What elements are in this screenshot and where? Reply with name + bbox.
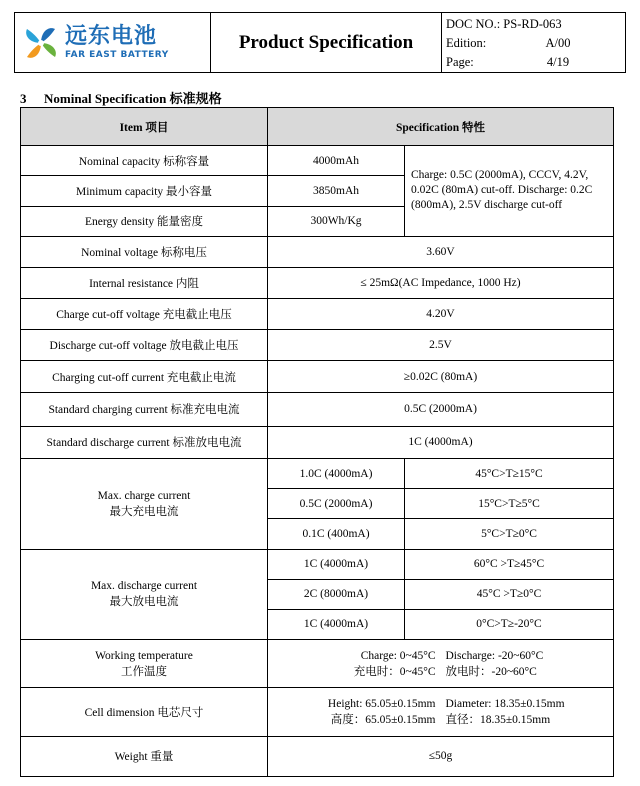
row-label-standard-discharge-current: Standard discharge current 标准放电电流 [21,426,268,458]
max-charge-current-label-cn: 最大充电电流 [109,505,179,518]
discharge-temp-en: Discharge: -20~60°C [445,649,544,662]
section-title: Nominal Specification 标准规格 [44,91,222,106]
max-charge-temp-range: 5°C>T≥0°C [405,519,614,549]
max-charge-current-value: 1.0C (4000mA) [268,458,405,488]
table-row [21,330,614,361]
value-minimum-capacity: 3850mAh [268,176,405,206]
row-label-energy-density: Energy density 能量密度 [21,206,268,236]
section-heading [20,88,222,107]
logo-english-name: FAR EAST BATTERY [65,49,169,60]
company-logo [21,23,169,63]
max-charge-temp-range: 45°C>T≥15°C [405,458,614,488]
value-internal-resistance: ≤ 25mΩ(AC Impedance, 1000 Hz) [268,267,614,298]
height-en: Height: 65.05±0.15mm [327,697,436,710]
row-label-max-charge-current [21,458,268,549]
row-label-nominal-capacity: Nominal capacity 标称容量 [21,146,268,176]
row-label-standard-charging-current: Standard charging current 标准充电电流 [21,392,268,426]
working-temperature-label-en: Working temperature [95,649,193,662]
row-label-internal-resistance: Internal resistance 内阻 [21,267,268,298]
document-title: Product Specification [211,13,442,72]
discharge-temp-cn: 放电时：-20~60°C [445,665,537,678]
max-discharge-temp-range: 45°C >T≥0°C [405,579,614,609]
row-label-nominal-voltage: Nominal voltage 标称电压 [21,236,268,267]
value-standard-discharge-current: 1C (4000mA) [268,426,614,458]
working-temperature-label-cn: 工作温度 [121,665,167,678]
value-weight: ≤50g [268,736,614,776]
row-label-minimum-capacity: Minimum capacity 最小容量 [21,176,268,206]
doc-no-label: DOC NO.: [446,17,501,31]
value-charging-cutoff-current: ≥0.02C (80mA) [268,361,614,392]
max-discharge-current-value: 1C (4000mA) [268,549,405,579]
row-label-charging-cutoff-current: Charging cut-off current 充电截止电流 [21,361,268,392]
diameter-en: Diameter: 18.35±0.15mm [445,697,565,710]
value-nominal-capacity: 4000mAh [268,146,405,176]
document-meta [442,13,625,72]
value-energy-density: 300Wh/Kg [268,206,405,236]
doc-no-value: PS-RD-063 [503,17,562,31]
value-standard-charging-current: 0.5C (2000mA) [268,392,614,426]
max-charge-current-value: 0.5C (2000mA) [268,489,405,519]
table-header-row [21,108,614,146]
row-label-max-discharge-current [21,549,268,640]
value-charge-cutoff-voltage: 4.20V [268,299,614,330]
table-row [21,146,614,176]
value-nominal-voltage: 3.60V [268,236,614,267]
max-discharge-temp-range: 60°C >T≥45°C [405,549,614,579]
column-header-item: Item 项目 [21,108,268,146]
table-row [21,458,614,488]
edition-label: Edition: [446,36,487,50]
logo-chinese-name: 远东电池 [65,23,158,49]
company-logo-cell [15,13,211,72]
document-header [14,12,626,73]
max-discharge-current-label-cn: 最大放电电流 [109,596,179,609]
max-charge-current-value: 0.1C (400mA) [268,519,405,549]
row-label-working-temperature [21,640,268,688]
nominal-spec-table [20,107,614,777]
row-label-charge-cutoff-voltage: Charge cut-off voltage 充电截止电压 [21,299,268,330]
page-number: 4/19 [546,55,570,69]
table-row [21,426,614,458]
section-number: 3 [20,91,27,106]
charge-temp-cn: 充电时：0~45°C [353,665,436,678]
table-row [21,640,614,688]
table-row [21,736,614,776]
table-row [21,236,614,267]
table-row [21,688,614,736]
row-label-weight: Weight 重量 [21,736,268,776]
diameter-cn: 直径：18.35±0.15mm [445,713,551,726]
table-row [21,549,614,579]
table-row [21,299,614,330]
capacity-test-conditions-note: Charge: 0.5C (2000mA), CCCV, 4.2V, 0.02C (80mA) cut-off. Discharge: 0.2C (800mA), 2.5V discharge cut-off [405,146,614,237]
page-label: Page: [446,55,474,69]
row-label-cell-dimension: Cell dimension 电芯尺寸 [21,688,268,736]
max-discharge-current-label-en: Max. discharge current [90,580,198,593]
max-discharge-current-value: 1C (4000mA) [268,609,405,639]
row-label-discharge-cutoff-voltage: Discharge cut-off voltage 放电截止电压 [21,330,268,361]
value-working-temperature [268,640,614,688]
max-discharge-current-value: 2C (8000mA) [268,579,405,609]
charge-temp-en: Charge: 0~45°C [360,649,436,662]
edition-value: A/00 [545,36,571,50]
table-row [21,392,614,426]
value-cell-dimension [268,688,614,736]
table-row [21,267,614,298]
max-charge-current-label-en: Max. charge current [97,489,191,502]
value-discharge-cutoff-voltage: 2.5V [268,330,614,361]
table-row [21,361,614,392]
pinwheel-logo-icon [21,23,61,63]
max-discharge-temp-range: 0°C>T≥-20°C [405,609,614,639]
max-charge-temp-range: 15°C>T≥5°C [405,489,614,519]
column-header-spec: Specification 特性 [268,108,614,146]
height-cn: 高度：65.05±0.15mm [330,713,436,726]
